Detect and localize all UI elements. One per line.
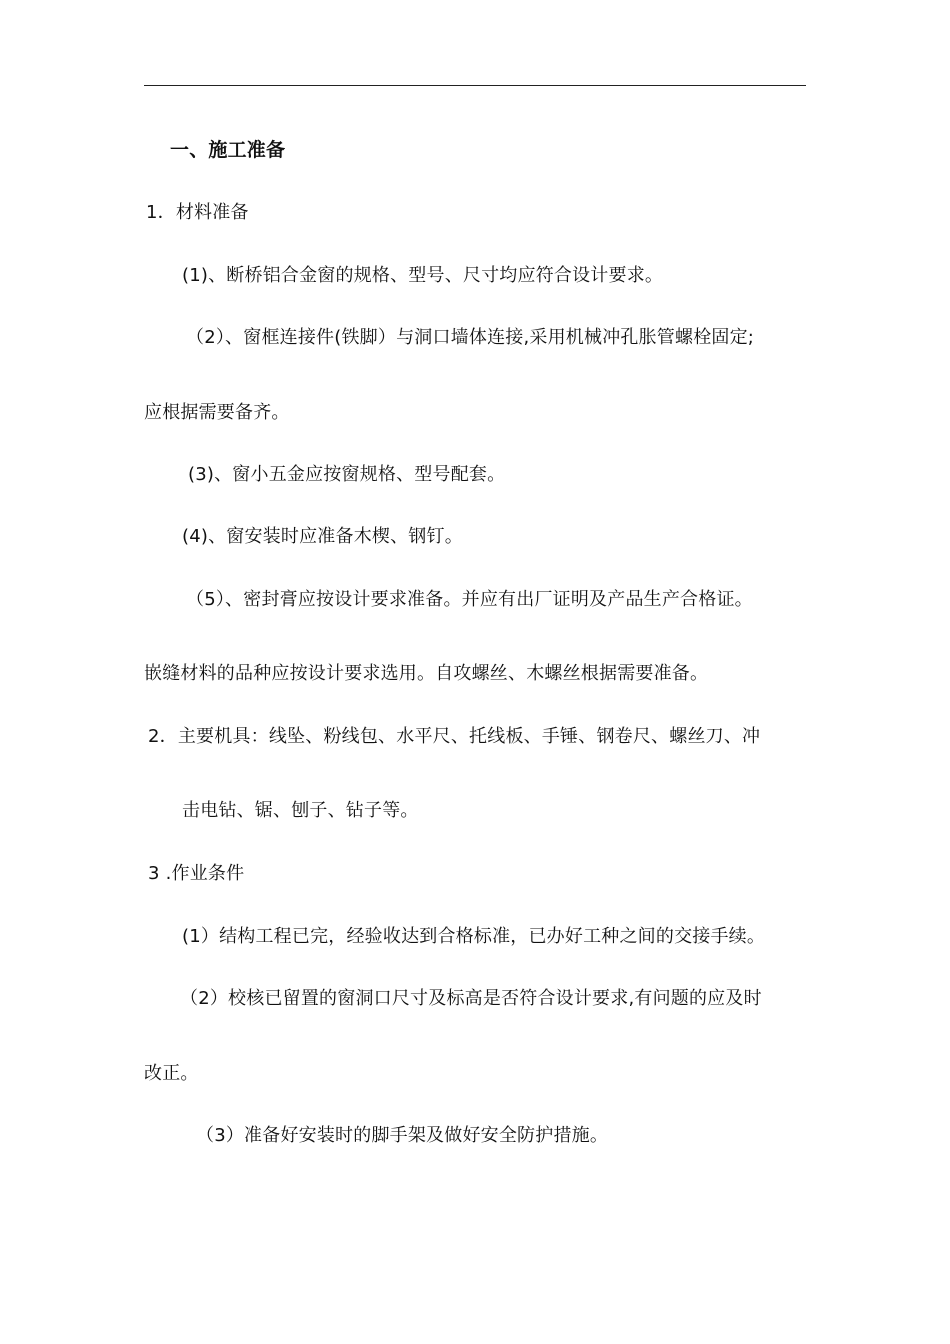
material-item-2-continuation: 应根据需要备齐。 bbox=[144, 402, 290, 423]
condition-item-3: （3）准备好安装时的脚手架及做好安全防护措施。 bbox=[196, 1125, 609, 1146]
material-item-5-continuation: 嵌缝材料的品种应按设计要求选用。自攻螺丝、木螺丝根据需要准备。 bbox=[144, 663, 709, 684]
material-item-4: (4)、窗安装时应准备木楔、钢钉。 bbox=[182, 526, 463, 547]
material-item-5: （5）、密封膏应按设计要求准备。并应有出厂证明及产品生产合格证。 bbox=[186, 589, 753, 610]
condition-item-2: （2）校核已留置的窗洞口尺寸及标高是否符合设计要求,有问题的应及时 bbox=[180, 988, 762, 1009]
section-title: 一、施工准备 bbox=[170, 139, 286, 161]
material-item-1: (1)、断桥铝合金窗的规格、型号、尺寸均应符合设计要求。 bbox=[182, 265, 664, 286]
material-item-2: （2）、窗框连接件(铁脚）与洞口墙体连接,采用机械冲孔胀管螺栓固定; bbox=[186, 327, 755, 348]
header-rule bbox=[144, 85, 806, 86]
tools-continuation: 击电钻、锯、刨子、钻子等。 bbox=[182, 800, 419, 821]
subsection-title-tools: 2．主要机具：线坠、粉线包、水平尺、托线板、手锤、钢卷尺、螺丝刀、冲 bbox=[148, 726, 761, 747]
subsection-title-conditions: 3 .作业条件 bbox=[148, 863, 245, 884]
material-item-3: (3)、窗小五金应按窗规格、型号配套。 bbox=[188, 464, 506, 485]
subsection-title-materials: 1．材料准备 bbox=[146, 202, 249, 223]
condition-item-1: (1）结构工程已完，经验收达到合格标准，已办好工种之间的交接手续。 bbox=[182, 926, 766, 947]
condition-item-2-continuation: 改正。 bbox=[144, 1063, 199, 1084]
